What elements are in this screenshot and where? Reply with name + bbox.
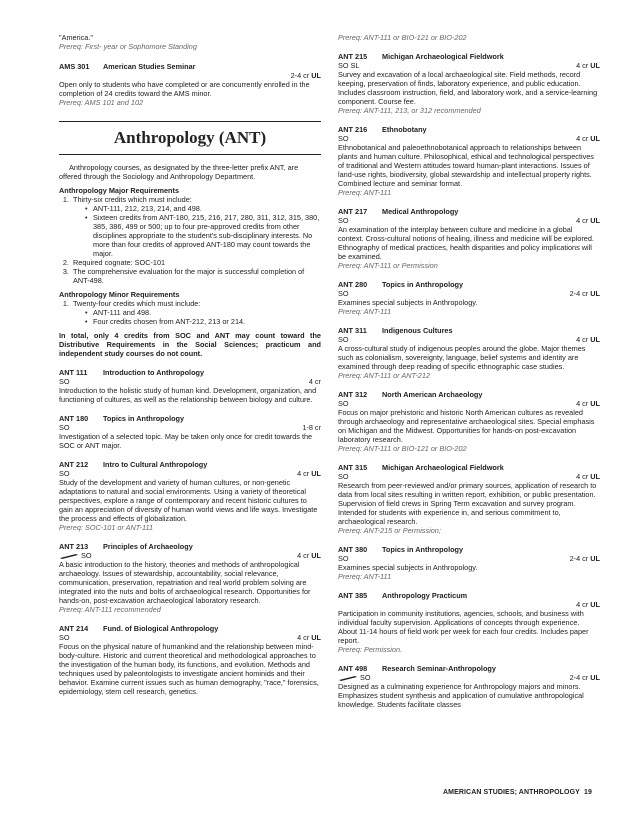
course-code: ANT 498 xyxy=(338,664,368,673)
course-title: Indigenous Cultures xyxy=(382,326,453,335)
course-prereq: Prereq: ANT-111 xyxy=(338,188,392,197)
course-desc: Study of the development and variety of human cultures, or non-genetic adaptations to natural and social environments. Using a variety of theoretical perspectives, explore a range of contemporary and recent historic cultures to gain an appreciation of diversity of human world views and life ways. Investigate the process and effects of globalization. xyxy=(59,478,318,523)
course-level: SO SL xyxy=(338,61,360,70)
course-ant385 xyxy=(338,591,600,654)
course-credits: 2-4 cr UL xyxy=(569,554,600,563)
course-title: Intro to Cultural Anthropology xyxy=(103,460,208,469)
course-level: SO xyxy=(338,554,349,563)
list-item: • ANT-111 and 498. xyxy=(85,308,321,317)
course-credits: 4 cr UL xyxy=(297,633,321,642)
list-item: • Sixteen credits from ANT-180, 215, 216, 217, 280, 311, 312, 315, 380, 385, 386, 499 or 500; up to four pre-approved credits from other disciplines appropriate to the student's sub-disciplinary interests. No more than four credits of approved ANT-180 may count towards the major. xyxy=(85,213,321,258)
list-item: 2. Required cognate: SOC-101 xyxy=(71,258,321,267)
course-prereq: Prereq: ANT-111 xyxy=(338,572,392,581)
course-title: Fund. of Biological Anthropology xyxy=(103,624,219,633)
list-item: • Four credits chosen from ANT-212, 213 or 214. xyxy=(85,317,321,326)
course-level: SO xyxy=(59,551,92,560)
course-desc: Examines special subjects in Anthropology. xyxy=(338,298,478,307)
course-ant217 xyxy=(338,207,600,270)
course-prereq: Prereq: ANT-111 xyxy=(338,307,392,316)
course-ams301 xyxy=(59,62,321,107)
course-credits: 4 cr UL xyxy=(576,134,600,143)
course-level: SO xyxy=(59,469,70,478)
course-credits: 2-4 cr UL xyxy=(569,673,600,682)
top-prereq: Prereq: ANT-111 or BIO-121 or BIO-202 xyxy=(338,33,467,42)
course-level: SO xyxy=(338,289,349,298)
course-credits: 4 cr UL xyxy=(576,61,600,70)
department-intro: Anthropology courses, as designated by the three-letter prefix ANT, are offered through the Sociology and Anthropology Department. xyxy=(59,163,299,181)
course-level: SO xyxy=(338,673,371,682)
list-item: • ANT-111, 212, 213, 214, and 498. xyxy=(85,204,321,213)
course-desc: Focus on major prehistoric and historic North American cultures as revealed through archaeology and representative archaeological sites. Special emphasis on Michigan and the Midwest. Opportunities for hands-on post-excavation laboratory research. xyxy=(338,408,595,444)
course-credits: 2-4 cr UL xyxy=(290,71,321,80)
course-level: SO xyxy=(338,216,349,225)
right-course-list xyxy=(338,52,600,709)
course-desc: Research from peer-reviewed and/or primary sources, application of research to data from local sites resulting in written report, exhibition, or public presentation. Supervision of field crews in Spring Term excavation and survey program. Intended for students with experience in, and serious commitment to, archaeological research. xyxy=(338,481,597,526)
page-footer xyxy=(443,788,592,797)
course-code: ANT 111 xyxy=(59,368,88,377)
course-credits: 1-8 cr xyxy=(302,423,321,432)
footer-text: AMERICAN STUDIES; ANTHROPOLOGY xyxy=(442,789,580,796)
course-prereq: Prereq: SOC-101 or ANT-111 xyxy=(59,523,154,532)
course-code: ANT 213 xyxy=(59,542,89,551)
course-ant212 xyxy=(59,460,321,532)
course-ant215 xyxy=(338,52,600,115)
course-code: ANT 380 xyxy=(338,545,368,554)
course-level: SO xyxy=(338,335,349,344)
minor-heading: Anthropology Minor Requirements xyxy=(59,290,180,299)
course-title: Topics in Anthropology xyxy=(382,545,464,554)
page-number: 19 xyxy=(584,789,592,796)
course-title: Topics in Anthropology xyxy=(382,280,464,289)
course-ant280 xyxy=(338,280,600,316)
course-desc: Participation in community institutions, agencies, schools, and business with individual faculty supervision. Applications of concepts through experience. About 11-14 hours of field work per week for each four credits. Includes paper report. xyxy=(338,609,589,645)
course-desc: An examination of the interplay between culture and medicine in a global context. Cross-cultural notions of healing, illness and medicine will be explored. Ethnography of medical practices, health disparities and policy implications will be examined. xyxy=(338,225,594,261)
course-code: ANT 385 xyxy=(338,591,368,600)
major-list xyxy=(59,195,321,285)
course-credits: 4 cr UL xyxy=(576,472,600,481)
course-desc: A cross-cultural study of indigenous peoples around the globe. Major themes such as colonialism, sovereignty, language, belief systems and identity are examined through deep reading of specific ethnographic case studies. xyxy=(338,344,586,371)
top-line: "America." xyxy=(59,33,93,42)
course-ant312 xyxy=(338,390,600,453)
pen-icon xyxy=(338,675,358,681)
course-prereq: Prereq: Permission. xyxy=(338,645,403,654)
course-desc: Ethnobotanical and paleoethnobotanical approach to relationships between plants and human culture. Philosophical, ethical and technological perspectives of traditional and Western attitudes toward human-plant interactions. Issues of land-use rights, biodiversity, global stewardship and intellectual property rights. Combined lecture and seminar format. xyxy=(338,143,594,188)
course-title: Ethnobotany xyxy=(382,125,427,134)
course-code: ANT 280 xyxy=(338,280,368,289)
course-ant111 xyxy=(59,368,321,404)
course-prereq: Prereq: AMS 101 and 102 xyxy=(59,98,144,107)
list-item: 1. Twenty-four credits which must include: • ANT-111 and 498. • Four credits chosen from ANT-212, 213 or 214. xyxy=(71,299,321,326)
course-credits: 2-4 cr UL xyxy=(569,289,600,298)
course-credits: 4 cr UL xyxy=(297,551,321,560)
course-prereq: Prereq: ANT-111 or BIO-121 or BIO-202 xyxy=(338,444,467,453)
course-title: American Studies Seminar xyxy=(103,62,196,71)
course-level: SO xyxy=(338,134,349,143)
course-credits: 4 cr UL xyxy=(576,399,600,408)
department-title: Anthropology (ANT) xyxy=(59,121,321,155)
course-title: Topics in Anthropology xyxy=(103,414,185,423)
course-credits: 4 cr UL xyxy=(576,335,600,344)
course-desc: A basic introduction to the history, theories and methods of anthropological archaeology. Issues of stewardship, accountability, social relevance, communication, preservation, repatriation and real world problem solving are integrated into the nuts and bolts of archaeological research. Opportunities for hands-on, post-excavation archaeological laboratory research. xyxy=(59,560,311,605)
right-column xyxy=(338,33,600,709)
course-prereq: Prereq: ANT-111 recommended xyxy=(59,605,161,614)
distributive-note: In total, only 4 credits from SOC and ANT may count toward the Distributive Requirements in the Social Sciences; practicum and independent study courses do not count. xyxy=(59,331,321,358)
course-ant380 xyxy=(338,545,600,581)
course-credits: 4 cr xyxy=(308,377,321,386)
pen-icon xyxy=(59,553,79,559)
course-desc: Investigation of a selected topic. May be taken only once for credit towards the SOC or ANT major. xyxy=(59,432,313,450)
course-prereq: Prereq: ANT-111, 213, or 312 recommended xyxy=(338,106,481,115)
course-code: AMS 301 xyxy=(59,62,90,71)
course-ant216 xyxy=(338,125,600,197)
course-ant214 xyxy=(59,624,321,696)
course-code: ANT 315 xyxy=(338,463,368,472)
course-credits: 4 cr UL xyxy=(576,216,600,225)
course-code: ANT 214 xyxy=(59,624,89,633)
course-code: ANT 216 xyxy=(338,125,368,134)
course-ant180 xyxy=(59,414,321,450)
course-credits: 4 cr UL xyxy=(297,469,321,478)
course-code: ANT 215 xyxy=(338,52,368,61)
top-prereq: Prereq: First- year or Sophomore Standing xyxy=(59,42,197,51)
course-level: SO xyxy=(338,472,349,481)
course-desc: Introduction to the holistic study of human kind. Development, organization, and functioning of cultures, as well as the relationship between biology and culture. xyxy=(59,386,317,404)
course-credits: 4 cr UL xyxy=(576,600,600,609)
course-code: ANT 312 xyxy=(338,390,368,399)
course-code: ANT 212 xyxy=(59,460,89,469)
course-ant213 xyxy=(59,542,321,614)
course-title: Michigan Archaeological Fieldwork xyxy=(382,463,504,472)
course-ant498 xyxy=(338,664,600,709)
course-prereq: Prereq: ANT-111 or ANT-212 xyxy=(338,371,430,380)
minor-list xyxy=(59,299,321,326)
course-code: ANT 311 xyxy=(338,326,367,335)
course-code: ANT 180 xyxy=(59,414,89,423)
course-desc: Focus on the physical nature of humankind and the relationship between mind-body-culture. Historic and current theoretical and methodological approaches to the investigation of the human body, its functions, and evolution. Methods and techniques used by paleontologists to investigate ancient hominids and their behavior. Examine current issues such as human demography, "race," forensics, epidemiology, stem cell research, genetics. xyxy=(59,642,319,696)
course-level: SO xyxy=(59,377,70,386)
course-desc: Survey and excavation of a local archaeological site. Field methods, record keeping, preservation of finds, laboratory experience, and public education. Includes classroom instruction, field, and laboratory work, and a service-learning component. Course fee. xyxy=(338,70,598,106)
course-code: ANT 217 xyxy=(338,207,368,216)
course-level: SO xyxy=(338,399,349,408)
course-title: Introduction to Anthropology xyxy=(103,368,205,377)
major-heading: Anthropology Major Requirements xyxy=(59,186,179,195)
course-prereq: Prereq: ANT-215 or Permission; xyxy=(338,526,441,535)
course-desc: Designed as a culminating experience for Anthropology majors and minors. Emphasizes student synthesis and application of cumulative anthropological knowledge. Students facilitate classes xyxy=(338,682,584,709)
course-ant315 xyxy=(338,463,600,535)
course-title: Anthropology Practicum xyxy=(382,591,468,600)
left-course-list xyxy=(59,368,321,696)
course-level: SO xyxy=(59,633,70,642)
course-ant311 xyxy=(338,326,600,380)
course-title: Principles of Archaeology xyxy=(103,542,193,551)
course-desc: Open only to students who have completed or are concurrently enrolled in the completion of 24 credits toward the AMS minor. xyxy=(59,80,310,98)
course-prereq: Prereq: ANT-111 or Permission xyxy=(338,261,438,270)
course-title: Michigan Archaeological Fieldwork xyxy=(382,52,504,61)
course-desc: Examines special subjects in Anthropology. xyxy=(338,563,478,572)
course-title: Medical Anthropology xyxy=(382,207,459,216)
list-item: 3. The comprehensive evaluation for the major is successful completion of ANT-498. xyxy=(71,267,321,285)
course-title: North American Archaeology xyxy=(382,390,483,399)
list-item: 1. Thirty-six credits which must include: • ANT-111, 212, 213, 214, and 498. • Sixteen credits from ANT-180, 215, 216, 217, 280, 311, 312, 315, 380, 385, 386, 499 or 500; up to four pre-approved credits from other disciplines appropriate to the student's sub-disciplinary interests. No more than four credits of approved ANT-180 may count towards the major. xyxy=(71,195,321,258)
course-title: Research Seminar-Anthropology xyxy=(382,664,496,673)
course-level: SO xyxy=(59,423,70,432)
left-column xyxy=(59,33,321,696)
